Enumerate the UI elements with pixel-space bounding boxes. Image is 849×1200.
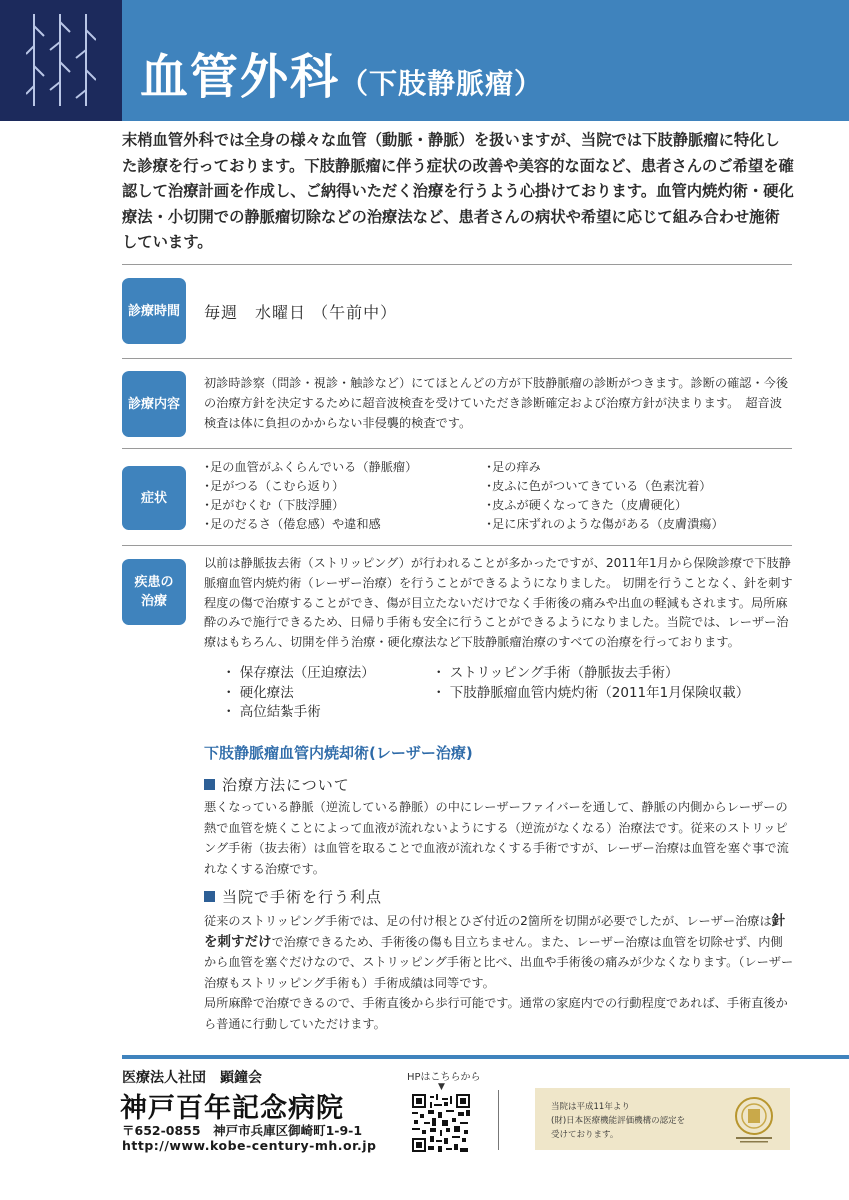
bullet-item: ・ 保存療法（圧迫療法）: [222, 665, 375, 681]
divider: [122, 264, 792, 265]
certification-text: [551, 1100, 685, 1142]
merit-bold: 針を刺すだけ: [204, 913, 786, 950]
title-sub: （下肢静脈瘤）: [340, 67, 544, 100]
treatment-bullets-left: [222, 664, 375, 723]
bullet-item: ・ ストリッピング手術（静脈抜去手術）: [432, 665, 679, 681]
symptom-item: ･皮ふが硬くなってきた（皮膚硬化）: [486, 498, 688, 512]
treatment-tag-line2: 治療: [140, 594, 167, 609]
symptom-item: ･足に床ずれのような傷がある（皮膚潰瘍）: [486, 517, 724, 531]
hours-tag: 診療時間: [122, 278, 186, 344]
divider: [122, 448, 792, 449]
divider: [122, 358, 792, 359]
hp-label: HPはこちらから: [407, 1072, 481, 1083]
hospital-url[interactable]: http://www.kobe-century-mh.or.jp: [122, 1138, 377, 1153]
title-main: 血管外科: [140, 49, 341, 105]
accreditation-logo-icon: [726, 1094, 782, 1144]
symptom-item: ･足の血管がふくらんでいる（静脈瘤）: [204, 460, 418, 474]
hospital-name: 神戸百年記念病院: [120, 1093, 344, 1124]
treatment-bullets-right: [432, 664, 749, 703]
merit-text-part3: 局所麻酔で治療できるので、手術直後から歩行可能です。通常の家庭内での行動程度であれば、手術直後から普通に行動していただけます。: [204, 996, 788, 1031]
hospital-address: 〒652-0855 神戸市兵庫区御崎町1-9-1: [122, 1123, 363, 1138]
intro-text: 末梢血管外科では全身の様々な血管（動脈・静脈）を扱いますが、当院では下肢静脈瘤に特化した診療を行っております。下肢静脈瘤に伴う症状の改善や美容的な面など、患者さんのご希望を確認して治療計画を作成し、ご納得いただく治療を行うよう心掛けております。血管内焼灼術・硬化療法・小切開での静脈瘤切除などの治療法など、患者さんの病状や希望に応じて組み合わせ施術しています。: [122, 131, 794, 251]
down-arrow-icon: ▼: [438, 1082, 445, 1092]
merit-heading-text: 当院で手術を行う利点: [222, 888, 383, 906]
certification-box: [535, 1088, 790, 1150]
qr-code-icon[interactable]: [412, 1094, 470, 1152]
method-text: 悪くなっている静脈（逆流している静脈）の中にレーザーファイバーを通して、静脈の内側からレーザーの熱で血管を焼くことによって血液が流れないようにする（逆流がなくなる）治療法です。従来のストリッピング手術（抜去術）は血管を取ることで血液が流れなくする手術ですが、レーザー治療は血管を塞ぐ事で流れなくする治療です。: [204, 800, 789, 876]
vein-pattern-icon: [26, 14, 96, 106]
cert-line: 当院は平成11年より: [551, 1102, 630, 1112]
treatment-tag: [122, 559, 186, 625]
symptoms-right: [486, 458, 724, 534]
merit-heading: [204, 886, 382, 907]
page-title: [140, 38, 543, 107]
symptom-item: ･皮ふに色がついてきている（色素沈着）: [486, 479, 712, 493]
symptom-item: ･足がむくむ（下肢浮腫）: [204, 498, 345, 512]
symptom-item: ･足のだるさ（倦怠感）や違和感: [204, 517, 381, 531]
bullet-item: ・ 下肢静脈瘤血管内焼灼術（2011年1月保険収載）: [432, 684, 750, 701]
symptom-item: ･足の痒み: [486, 460, 541, 474]
square-bullet-icon: [204, 891, 215, 902]
method-heading: [204, 774, 350, 795]
page-header: [0, 0, 849, 121]
merit-text: [204, 911, 794, 1034]
symptoms-left: [204, 458, 417, 534]
content-tag: 診療内容: [122, 371, 186, 437]
square-bullet-icon: [204, 779, 215, 790]
cert-line: (財)日本医療機能評価機構の認定を: [551, 1116, 686, 1126]
corporation-name: 医療法人社団 顕鐘会: [122, 1070, 262, 1086]
symptoms-tag: 症状: [122, 466, 186, 530]
bullet-item: ・ 硬化療法: [222, 684, 294, 701]
symptom-item: ･足がつる（こむら返り）: [204, 479, 345, 493]
hours-value: 毎週 水曜日 （午前中）: [204, 303, 398, 322]
merit-text-part2: で治療できるため、手術後の傷も目立ちません。また、レーザー治療は血管を切除せず、内側から血管を塞ぐだけなので、ストリッピング手術と比べ、出血や手術後の痛みが少なくなります。（レーザー治療もストリッピング手術も）手術成績は同等です。: [204, 934, 794, 990]
method-heading-text: 治療方法について: [222, 776, 350, 794]
divider: [122, 545, 792, 546]
merit-text-part1: 従来のストリッピング手術では、足の付け根とひざ付近の2箇所を切開が必要でしたが、レーザー治療は: [204, 914, 772, 928]
bullet-item: ・ 高位結紮手術: [222, 704, 321, 720]
content-text: 初診時診察（問診・視診・触診など）にてほとんどの方が下肢静脈瘤の診断がつきます。診断の確認・今後の治療方針を決定するために超音波検査を受けていただき診断確定および治療方針が決まります。 超音波検査は体に負担のかからない非侵襲的検査です。: [204, 376, 789, 430]
treatment-tag-line1: 疾患の: [134, 575, 174, 590]
footer-divider: [498, 1090, 499, 1150]
header-decoration: [0, 0, 122, 121]
cert-line: 受けております。: [551, 1130, 619, 1140]
footer-rule: [122, 1055, 849, 1059]
laser-section-title: 下肢静脈瘤血管内焼却術(レーザー治療): [204, 744, 473, 762]
treatment-text: 以前は静脈抜去術（ストリッピング）が行われることが多かったですが、2011年1月から保険診療で下肢静脈瘤血管内焼灼術（レーザー治療）を行うことができるようになりました。 切開を行うことなく、針を刺す程度の傷で治療することができ、傷が目立たないだけでなく手術後の痛みや出血の軽減もされます。局所麻酔のみで施行できるため、日帰り手術も安全に行うことができるようになりました。当院では、レーザー治療はもちろん、切開を伴う治療・硬化療法など下肢静脈瘤治療のすべての治療を行っております。: [204, 556, 793, 650]
